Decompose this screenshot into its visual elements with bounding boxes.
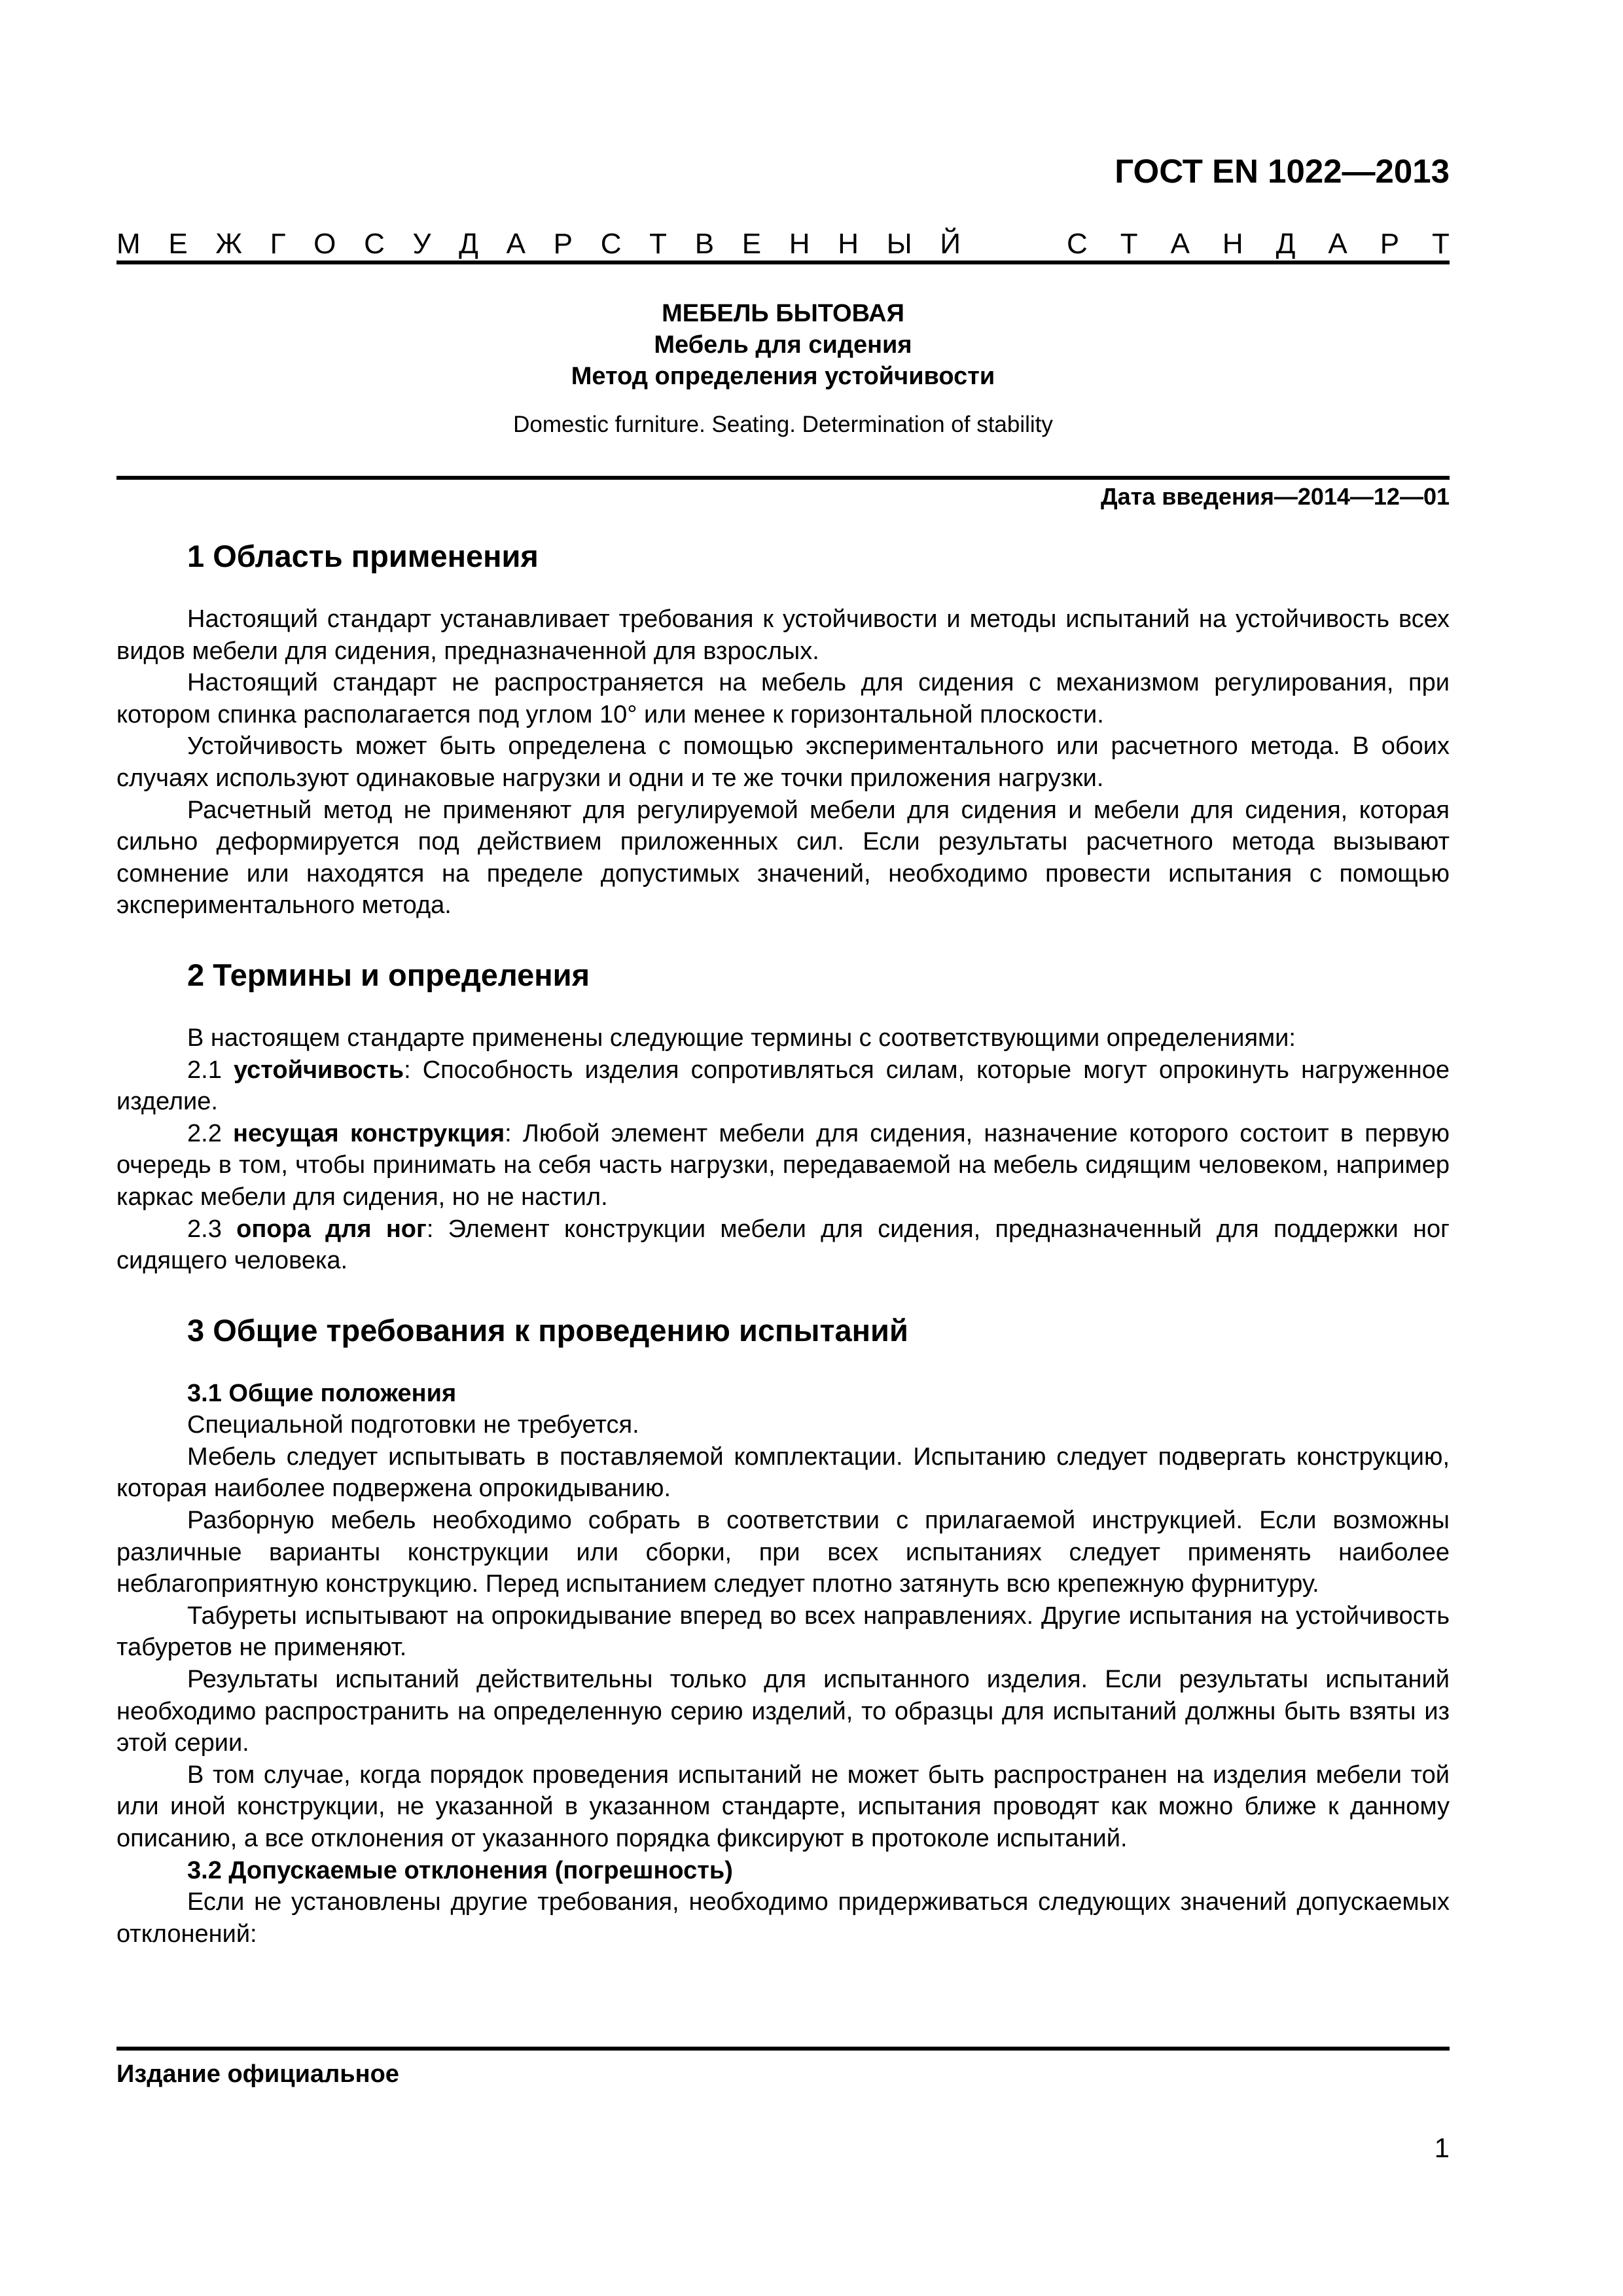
banner-letter: Р [1380, 228, 1400, 260]
banner-letter: А [1328, 228, 1347, 260]
banner-letter: Д [459, 228, 478, 260]
banner-letter: Н [789, 228, 810, 260]
banner-letter: Е [741, 228, 762, 260]
term-text: : Способность изделия сопротивляться силам, которые могут опрокинуть нагруженное изделие. [116, 1056, 1450, 1116]
term-number: 2.2 [187, 1119, 234, 1147]
term-definition [116, 1118, 1450, 1213]
title-line-2: Мебель для сидения [654, 331, 912, 359]
title-line-3: Метод определения устойчивости [571, 363, 995, 390]
banner-letter: Е [168, 228, 188, 260]
banner-letter: Д [1275, 228, 1296, 260]
banner-letter: В [694, 228, 715, 260]
banner-letter: Г [270, 228, 286, 260]
banner-letter: Ж [215, 228, 242, 260]
section-1-paragraph: Устойчивость может быть определена с помощью экспериментального или расчетного метода. В обоих случаях используют одинаковые нагрузки и одни и те же точки приложения нагрузки. [116, 732, 1450, 792]
official-edition-label: Издание официальное [116, 2060, 399, 2088]
term-definition [116, 1213, 1450, 1277]
banner-letter: Т [649, 228, 668, 260]
banner-letter: Й [940, 228, 961, 260]
title-rule [116, 476, 1450, 480]
section-2-heading: 2 Термины и определения [187, 957, 590, 992]
introduction-date: Дата введения—2014—12—01 [1100, 483, 1450, 510]
document-code: ГОСТ EN 1022—2013 [1115, 152, 1450, 190]
interstate-standard-banner [116, 228, 1450, 260]
term-number: 2.1 [187, 1056, 234, 1084]
title-block [116, 298, 1450, 438]
banner-word-1 [116, 228, 961, 260]
section-3-paragraph: Мебель следует испытывать в поставляемой комплектации. Испытанию следует подвергать конструкцию, которая наиболее подвержена опрокидыванию. [116, 1443, 1450, 1503]
section-3-paragraph: Разборную мебель необходимо собрать в соответствии с прилагаемой инструкцией. Если возможны различные варианты конструкции или сборки, при всех испытаниях следует применять наиболее неблагоприятную конструкцию. Перед испытанием следует плотно затянуть всю крепежную фурнитуру. [116, 1507, 1450, 1598]
banner-letter: С [600, 228, 622, 260]
banner-letter: У [412, 228, 431, 260]
term-number: 2.3 [187, 1215, 237, 1243]
term-name: устойчивость [233, 1056, 404, 1084]
page-number: 1 [1434, 2132, 1450, 2163]
banner-letter: М [116, 228, 141, 260]
title-line-1: МЕБЕЛЬ БЫТОВАЯ [662, 300, 904, 327]
subsection-3-1-heading: 3.1 Общие положения [187, 1379, 457, 1407]
section-3-paragraph: Табуреты испытывают на опрокидывание вперед во всех направлениях. Другие испытания на устойчивость табуретов не применяют. [116, 1602, 1450, 1662]
section-3-paragraph: В том случае, когда порядок проведения испытаний не может быть распространен на изделия мебели той или иной конструкции, не указанной в указанном стандарте, испытания проводят как можно ближе к данному описанию, а все отклонения от указанного порядка фиксируют в протоколе испытаний. [116, 1761, 1450, 1852]
subsection-3-2-heading: 3.2 Допускаемые отклонения (погрешность) [187, 1856, 733, 1884]
english-title: Domestic furniture. Seating. Determination of stability [513, 412, 1053, 437]
section-1-paragraph: Расчетный метод не применяют для регулируемой мебели для сидения и мебели для сидения, которая сильно деформируется под действием приложенных сил. Если результаты расчетного метода вызывают сомнение или находятся на пределе допустимых значений, необходимо провести испытания с помощью экспериментального метода. [116, 796, 1450, 920]
top-rule [116, 260, 1450, 264]
banner-letter: Т [1432, 228, 1450, 260]
banner-letter: С [1067, 228, 1088, 260]
banner-word-2 [1067, 228, 1450, 260]
term-text: : Любой элемент мебели для сидения, назначение которого состоит в первую очередь в том, чтобы принимать на себя часть нагрузки, передаваемой на мебель сидящим человеком, например каркас мебели для сидения, но не настил. [116, 1119, 1450, 1211]
banner-letter: Ы [886, 228, 912, 260]
banner-letter: Н [1222, 228, 1243, 260]
banner-letter: С [364, 228, 385, 260]
section-3-heading: 3 Общие требования к проведению испытаний [187, 1312, 908, 1348]
banner-letter: Р [553, 228, 573, 260]
banner-letter: Н [838, 228, 859, 260]
term-text: : Элемент конструкции мебели для сидения, предназначенный для поддержки ног сидящего человека. [116, 1215, 1450, 1275]
section-3-paragraph: Если не установлены другие требования, необходимо придерживаться следующих значений допускаемых отклонений: [116, 1888, 1450, 1948]
banner-letter: О [313, 228, 336, 260]
section-3-paragraph: Специальной подготовки не требуется. [187, 1411, 639, 1439]
section-2-intro: В настоящем стандарте применены следующие термины с соответствующими определениями: [187, 1024, 1296, 1052]
section-3-paragraph: Результаты испытаний действительны только для испытанного изделия. Если результаты испытаний необходимо распространить на определенную серию изделий, то образцы для испытаний должны быть взяты из этой серии. [116, 1666, 1450, 1757]
document-body [116, 537, 1450, 1950]
footer-rule [116, 2047, 1450, 2051]
term-definition [116, 1054, 1450, 1118]
banner-letter: А [506, 228, 526, 260]
section-1-paragraph: Настоящий стандарт устанавливает требования к устойчивости и методы испытаний на устойчивость всех видов мебели для сидения, предназначенной для взрослых. [116, 605, 1450, 665]
term-name: несущая конструкция [233, 1119, 505, 1147]
banner-letter: А [1170, 228, 1190, 260]
section-1-heading: 1 Область применения [187, 539, 539, 573]
term-name: опора для ног [236, 1215, 427, 1243]
banner-letter: Т [1120, 228, 1138, 260]
section-1-paragraph: Настоящий стандарт не распространяется на мебель для сидения с механизмом регулирования, при котором спинка располагается под углом 10° или менее к горизонтальной плоскости. [116, 669, 1450, 728]
